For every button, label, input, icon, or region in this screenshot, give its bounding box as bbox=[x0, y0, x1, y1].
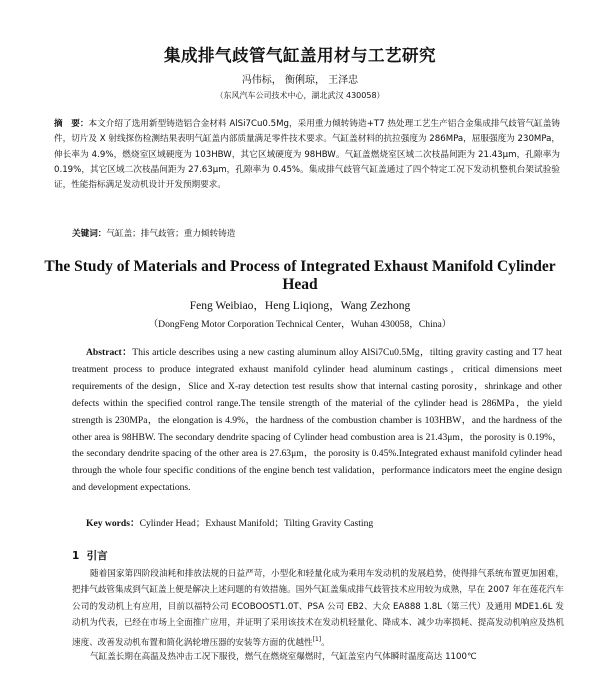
english-authors: Feng Weibiao，Heng Liqiong，Wang Zezhong bbox=[189, 300, 411, 312]
english-abstract-text: This article describes using a new casting aluminum alloy AlSi7Cu0.5Mg，tilting gravity casting and T7 heat treatment process to produce integrated exhaust manifold cylinder head aluminum castings，critical dimensions meet requirements of the design，Slice and X-ray detection test results show that internal casting porosity，shrinkage and other defects within the specified control range.The tensile strength of the material of the cylinder head is 286MPa，the yield strength is 230MPa，the elongation is 4.9%，the hardness of the combustion chamber is 103HBW，and the hardness of the other area is 98HBW. The secondary dendrite spacing of Cylinder head combustion area is 21.43μm，the porosity is 0.19%，the secondary dendrite spacing of the other area is 27.63μm，the porosity is 0.45%.Integrated exhaust manifold cylinder head through the whole four specific conditions of the engine bench test validation，performance indicators meet the engine design and development expectations. bbox=[72, 347, 562, 494]
section-number: 1 bbox=[72, 550, 80, 562]
english-abstract-label: Abstract： bbox=[86, 347, 133, 358]
chinese-affiliation: （东风汽车公司技术中心，湖北武汉 430058） bbox=[215, 91, 385, 100]
chinese-keywords-text: 气缸盖；排气歧管；重力倾转铸造 bbox=[106, 229, 236, 239]
english-keywords bbox=[86, 515, 556, 529]
english-abstract bbox=[72, 345, 562, 497]
chinese-title: 集成排气歧管气缸盖用材与工艺研究 bbox=[164, 46, 436, 65]
chinese-abstract bbox=[54, 117, 560, 193]
chinese-abstract-text: 本文介绍了选用新型铸造铝合金材料 AlSi7Cu0.5Mg，采用重力倾转铸造+T7 热处理工艺生产铝合金集成排气歧管气缸盖铸件，切片及 X 射线探伤检测结果表明气缸盖内部质量满足零件技术要求。气缸盖材料的抗拉强度为 286MPa，屈服强度为 230MPa，伸长率为 4.9%，燃烧室区域硬度为 103HBW，其它区域硬度为 98HBW。气缸盖燃烧室区域二次枝晶间距为 21.43μm，孔隙率为 0.19%，其它区域二次枝晶间距为 27.63μm，孔隙率为 0.45%。集成排气歧管气缸盖通过了四个特定工况下发动机整机台架试验验证，性能指标满足发动机设计开发预期要求。 bbox=[54, 119, 560, 191]
intro-paragraph-1-text: 随着国家第四阶段油耗和排放法规的日益严苛，小型化和轻量化成为乘用车发动机的发展趋势，使得排气系统布置更加困难，把排气歧管集成到气缸盖上便是解决上述问题的有效措施。国外气缸盖集成排气歧管技术应用较为成熟，早在 2007 年在莲花汽车公司的发动机上有应用，目前以福特公司 ECOBOOST1.0T、PSA 公司 EB2、大众 EA888 1.8L（第三代）及通用 MDE1.6L 发动机为代表，已经在市场上全面推广应用，并证明了采用该技术在发动机轻量化、降成本、减少功率损耗、提高发动机响应及热机速度、改善发动机布置和简化涡轮增压器的安装等方面的优越性 bbox=[72, 569, 564, 648]
chinese-keywords-label: 关键词： bbox=[72, 229, 107, 239]
chinese-keywords bbox=[72, 227, 552, 239]
citation-ref: [1] bbox=[312, 635, 322, 643]
english-keywords-text: Cylinder Head；Exhaust Manifold；Tilting Gravity Casting bbox=[139, 518, 374, 529]
english-keywords-label: Key words： bbox=[86, 518, 140, 529]
english-title: The Study of Materials and Process of Integrated Exhaust Manifold Cylinder Head bbox=[44, 258, 556, 293]
intro-paragraph-1 bbox=[72, 566, 564, 651]
intro-paragraph-2: 气缸盖长期在高温及热冲击工况下服役，燃气在燃烧室爆燃时，气缸盖室内气体瞬时温度高达 1100℃ bbox=[90, 652, 477, 662]
chinese-authors: 冯伟标， 衡俐琼， 王泽忠 bbox=[241, 75, 359, 86]
english-affiliation: （DongFeng Motor Corporation Technical Center，Wuhan 430058，China） bbox=[148, 319, 452, 330]
section-heading bbox=[72, 548, 108, 563]
chinese-abstract-label: 摘 要： bbox=[54, 119, 89, 129]
intro-paragraph-1-end: 。 bbox=[321, 637, 330, 648]
section-title: 引言 bbox=[86, 550, 108, 562]
